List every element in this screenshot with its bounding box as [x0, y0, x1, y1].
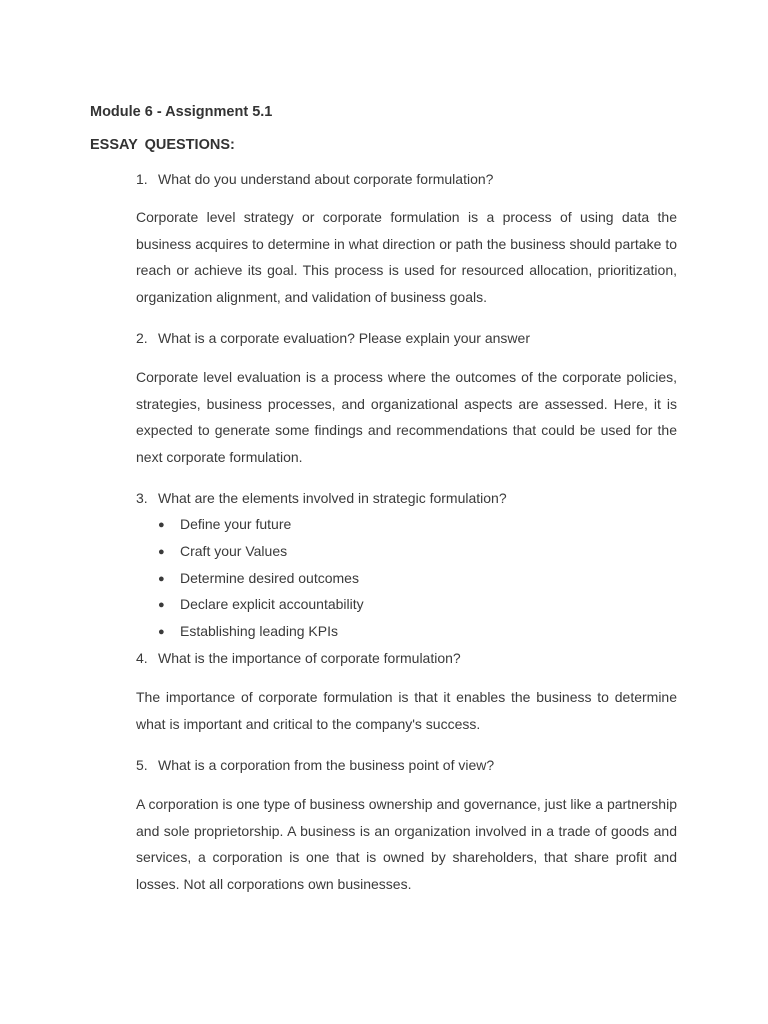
- question-text: What is a corporate evaluation? Please explain your answer: [158, 330, 530, 346]
- bullet-icon: ●: [158, 599, 165, 612]
- question-number: 1.: [136, 171, 148, 187]
- bullet-icon: ●: [158, 572, 165, 585]
- bullet-icon: ●: [158, 626, 165, 639]
- document-title: Module 6 - Assignment 5.1: [90, 104, 273, 120]
- section-heading: ESSAY QUESTIONS:: [90, 137, 235, 153]
- question-text: What is a corporation from the business point of view?: [158, 757, 495, 773]
- question-number: 5.: [136, 757, 148, 773]
- question-text: What do you understand about corporate formulation?: [158, 171, 494, 187]
- list-item-text: Establishing leading KPIs: [180, 623, 338, 640]
- answer-2: Corporate level evaluation is a process where the outcomes of the corporate policies, strategies, business processes, and organizational aspects are assessed. Here, it is expected to generate some findings and recommendations that could be used for the next corporate formulation.: [136, 369, 677, 466]
- list-item: [158, 541, 364, 568]
- list-item: [158, 594, 364, 621]
- list-item-text: Define your future: [180, 516, 292, 532]
- list-item: [158, 621, 364, 648]
- question-text: What is the importance of corporate formulation?: [158, 650, 461, 666]
- question-3: [136, 489, 507, 507]
- bullet-icon: ●: [158, 519, 165, 531]
- question-number: 4.: [136, 650, 148, 666]
- question-text: What are the elements involved in strategic formulation?: [158, 490, 507, 506]
- question-5: [136, 756, 494, 774]
- elements-list: [158, 514, 364, 648]
- answer-5: A corporation is one type of business ownership and governance, just like a partnership and sole proprietorship. A business is an organization involved in a trade of goods and services, a corporation is one that is owned by shareholders, that share profit and losses. Not all corporations own businesses.: [136, 796, 677, 893]
- question-number: 2.: [136, 330, 148, 346]
- answer-1: Corporate level strategy or corporate formulation is a process of using data the business acquires to determine in what direction or path the business should partake to reach or achieve its goal. This process is used for resourced allocation, prioritization, organization alignment, and validation of business goals.: [136, 209, 677, 306]
- question-2: [136, 329, 530, 347]
- bullet-icon: ●: [158, 545, 165, 558]
- question-number: 3.: [136, 490, 148, 506]
- list-item: [158, 568, 364, 595]
- list-item: [158, 514, 364, 541]
- answer-4: The importance of corporate formulation is that it enables the business to determine what is important and critical to the company's success.: [136, 689, 677, 732]
- list-item-text: Determine desired outcomes: [180, 569, 359, 586]
- question-1: [136, 170, 493, 188]
- list-item-text: Craft your Values: [180, 542, 288, 559]
- question-4: [136, 649, 461, 667]
- list-item-text: Declare explicit accountability: [180, 596, 364, 613]
